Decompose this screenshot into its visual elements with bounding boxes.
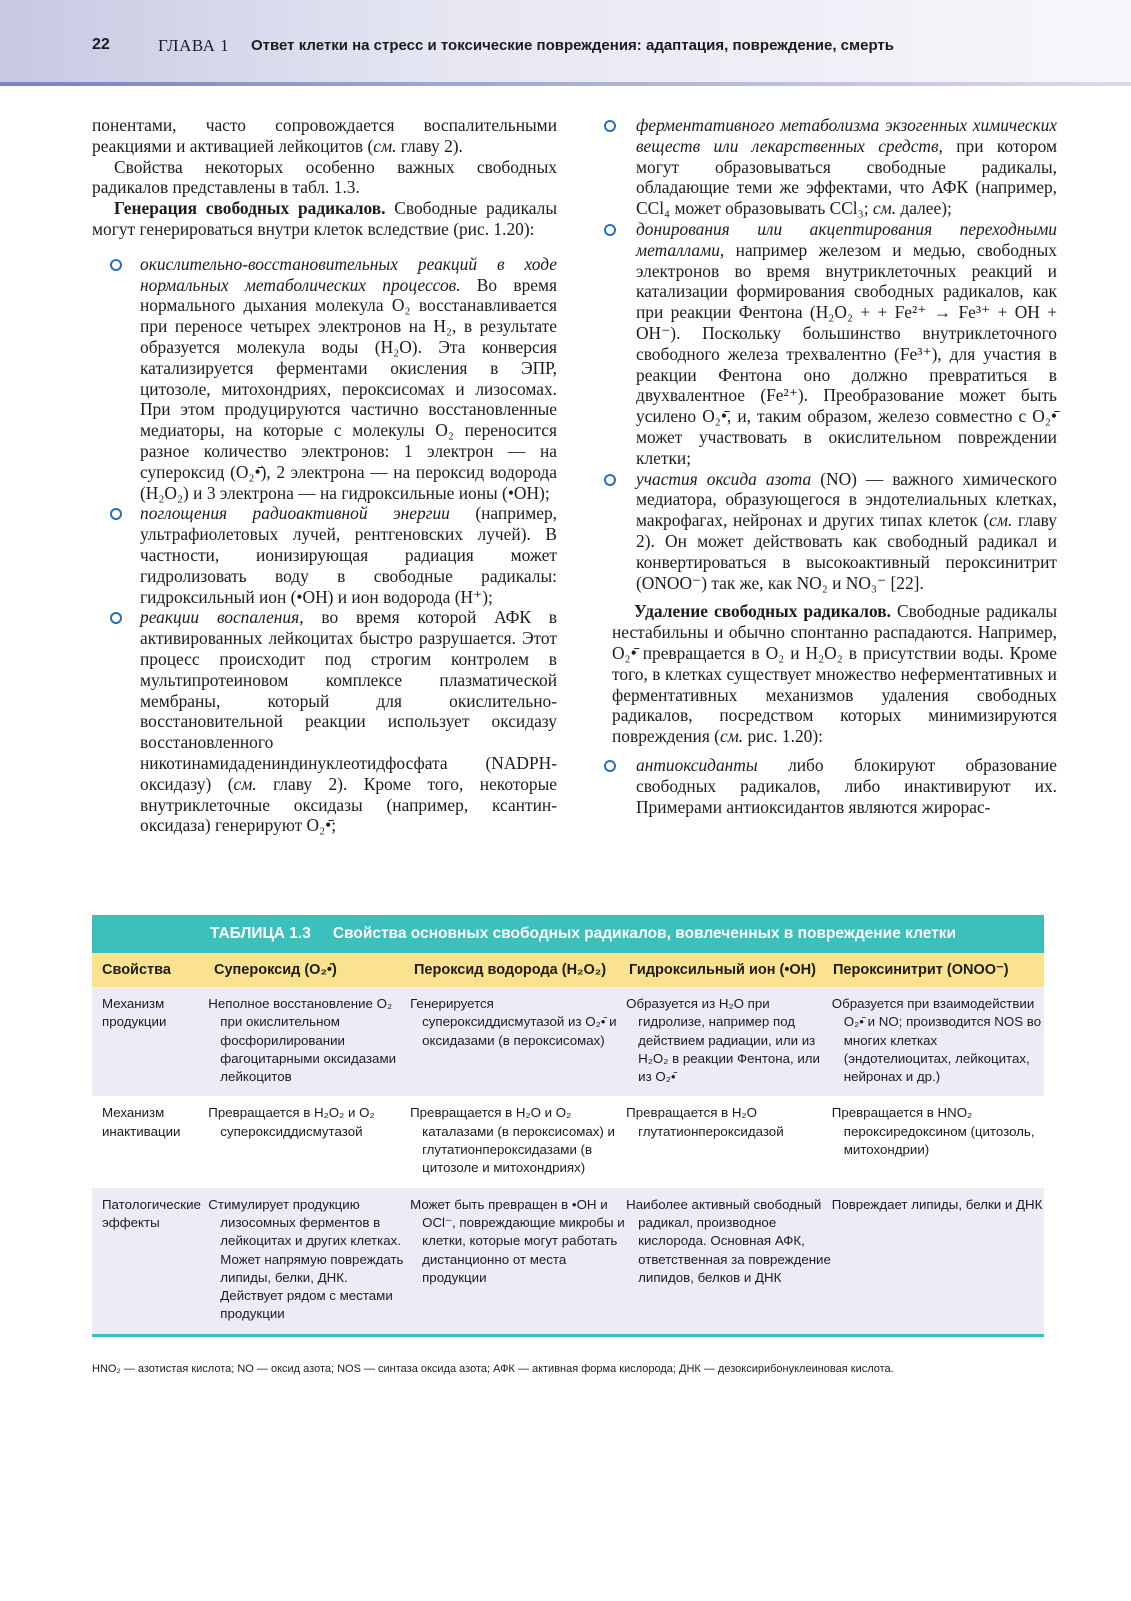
table-cell: Генерируется супероксиддисмутазой из O₂•̄ и оксидазами (в пероксисомах)	[410, 996, 617, 1048]
list-item	[92, 254, 557, 504]
item-term: реакции воспаления,	[140, 607, 304, 628]
bullet-icon	[604, 474, 616, 486]
right-column	[612, 115, 1057, 817]
paragraph	[612, 601, 1057, 747]
item-term: ферментативного метаболизма экзогенных химических веществ или лекарственных средств,	[636, 115, 1057, 156]
text: Свободные радикалы могут генерироваться внутри клеток вследствие (рис. 1.20):	[92, 198, 557, 239]
table-cell: Образуется при взаимодействии O₂•̄ и NO; производится NOS во многих клетках (эндотелиоцитах, лейкоцитах, нейронах и др.)	[831, 996, 1042, 1085]
table-cell: Превращается в H₂O₂ и O₂ супероксиддисмутазой	[208, 1105, 375, 1139]
chapter-title: Ответ клетки на стресс и токсические повреждения: адаптация, повреждение, смерть	[251, 37, 894, 54]
item-text: (например, ультрафиолетовых лучей, рентгеновских лучей). В частности, ионизирующая радиация может гидролизовать воду в свободные радикалы: гидроксильный ион (•OH) и ион водорода (H⁺);	[140, 503, 557, 607]
item-term: окислительно-восстановительных реакций в ходе нормальных метаболических процессов.	[140, 253, 557, 295]
see-ref: см.	[373, 135, 397, 156]
item-term: поглощения радиоактивной энергии	[140, 503, 450, 524]
bullet-icon	[604, 760, 616, 772]
section-heading: Удаление свободных радикалов.	[634, 601, 891, 622]
column-header: Пероксинитрит (ONOO⁻)	[833, 962, 1009, 978]
see-ref: см.	[872, 198, 897, 219]
table-cell: Стимулирует продукцию лизосомных ферментов в лейкоцитах и других клетках. Может напрямую повреждать липиды, белки, ДНК. Действует рядом с местами продукции	[208, 1196, 404, 1322]
item-term: донирования или акцептирования переходными металлами,	[636, 218, 1057, 260]
table-row	[92, 1188, 1044, 1334]
list-item	[92, 607, 557, 836]
table-cell: Образуется из H₂O при гидролизе, например под действием радиации, или из H₂O₂ в реакции Фентона, или из O₂•̄	[626, 996, 820, 1085]
paragraph	[92, 198, 557, 240]
table-cell: Механизм инактивации	[102, 1105, 181, 1139]
text: понентами, часто сопровождается воспалительными реакциями и активацией лейкоцитов (	[92, 115, 557, 156]
paragraph: Свойства некоторых особенно важных свободных радикалов представлены в табл. 1.3.	[92, 156, 557, 198]
item-text: либо блокируют образование свободных радикалов, либо инактивируют их. Примерами антиоксидантов являются жирорас-	[636, 754, 1057, 817]
bullet-icon	[110, 259, 122, 271]
table-header-row	[92, 953, 1044, 987]
bullet-icon	[604, 224, 616, 236]
bullet-icon	[604, 120, 616, 132]
table-cell: Патологические эффекты	[102, 1196, 201, 1230]
table-cell: Неполное восстановление O₂ при окислительном фосфорилировании фагоцитарными оксидазами лейкоцитов	[208, 996, 397, 1085]
item-term: участия оксида азота	[636, 468, 812, 489]
list-item	[92, 503, 557, 607]
item-text: (NO) — важного химического медиатора, образующегося в эндотелиальных клетках, макрофагах, нейронах и других типах клеток (	[636, 468, 1058, 531]
table-cell: Наиболее активный свободный радикал, производное кислорода. Основная АФК, ответственная за повреждение липидов, белков и ДНК	[626, 1196, 831, 1285]
item-text: при котором могут образовываться свободные радикалы, обладающие теми же эффектами, что АФК (например, CCl₄ может образовывать CCl₃;	[636, 135, 1057, 219]
item-text: главу 2). Кроме того, некоторые внутриклеточные оксидазы (например, ксантин-оксидаза) генерируют O₂•̄;	[140, 773, 557, 836]
table-title: Свойства основных свободных радикалов, вовлеченных в повреждение клетки	[332, 925, 956, 942]
paragraph	[92, 115, 557, 157]
item-text: во время которой АФК в активированных лейкоцитах быстро разрушается. Этот процесс происходит под строгим контролем в мультипротеиновом комплексе плазматической мембраны, который для окислительно-восстановительной реакции использует оксидазу восстановленного никотинамидадениндинуклеотидфосфата (NADPH-оксидазу) (	[140, 607, 557, 794]
text: рис. 1.20):	[743, 726, 823, 747]
item-text: далее);	[896, 198, 952, 219]
text: главу 2).	[396, 135, 463, 156]
list-item	[612, 219, 1057, 469]
column-header: Пероксид водорода (H₂O₂)	[414, 962, 607, 978]
column-header: Супероксид (O₂•̄)	[214, 962, 337, 978]
table-footnote: HNO₂ — азотистая кислота; NO — оксид азота; NOS — синтаза оксида азота; АФК — активная форма кислорода; ДНК — дезоксирибонуклеиновая кислота.	[92, 1363, 894, 1375]
left-column	[92, 115, 557, 836]
list-item	[612, 115, 1057, 219]
column-header: Гидроксильный ион (•OH)	[629, 962, 816, 978]
item-text: например железом и медью, свободных электронов во время внутриклеточных реакций и катализации формирования свободных радикалов, как при реакции Фентона (H₂O₂ + + Fe²⁺ → Fe³⁺ + OH + OH⁻). Поскольку большинство внутриклеточного свободного железа трехвалентно (Fe³⁺), для участия в реакции Фентона оно должно превратиться в двухвалентное (Fe²⁺). Преобразование может быть усилено O₂•̄, и, таким образом, железо совместно с O₂•̄ может участвовать в окислительном повреждении клетки;	[636, 239, 1057, 468]
see-ref: см.	[989, 510, 1013, 531]
table-row	[92, 1096, 1044, 1187]
table-row	[92, 987, 1044, 1096]
table-bottom-rule	[92, 1334, 1044, 1337]
bullet-icon	[110, 508, 122, 520]
table-cell: Превращается в HNO₂ пероксиредоксином (цитозоль, митохондрии)	[831, 1105, 1035, 1158]
bullet-icon	[110, 612, 122, 624]
item-text: Во время нормального дыхания молекула O₂ восстанавливается при переносе четырех электронов на H₂, в результате образуется молекула воды (H₂O). Эта конверсия катализируется ферментами окисления в ЭПР, цитозоле, митохондриях, пероксисомах и лизосомах. При этом продуцируются частично восстановленные медиаторы, на которые с молекулы O₂ переносится разное количество электронов: 1 электрон — на супероксид (O₂•̄), 2 электрона — на пероксид водорода (H₂O₂) и 3 электрона — на гидроксильные ионы (•OH);	[140, 274, 557, 503]
table-cell: Превращается в H₂O глутатионпероксидазой	[626, 1105, 784, 1139]
list-item	[612, 755, 1057, 817]
header-divider	[0, 82, 1131, 86]
chapter-label: ГЛАВА 1	[158, 36, 230, 55]
page-number: 22	[92, 36, 110, 53]
see-ref: см.	[719, 726, 744, 747]
item-term: антиоксиданты	[636, 754, 758, 775]
list-item	[612, 469, 1057, 594]
item-text: главу 2). Он может действовать как свободный радикал и конвертироваться в высокоактивный пероксинитрит (ONOO⁻) так же, как NO₂ и NO₃⁻ [22].	[636, 510, 1057, 593]
section-heading: Генерация свободных радикалов.	[114, 198, 386, 219]
table-number: ТАБЛИЦА 1.3	[210, 925, 311, 942]
table-cell: Повреждает липиды, белки и ДНК	[831, 1196, 1043, 1212]
radicals-table	[92, 915, 1044, 1337]
table-cell: Может быть превращен в •OH и OCl⁻, повреждающие микробы и клетки, которые могут работать дистанционно от места продукции	[410, 1196, 625, 1285]
see-ref: см.	[233, 773, 257, 794]
table-cell: Превращается в H₂O и O₂ каталазами (в пероксисомах) и глутатионпероксидазами (в цитозоле и митохондриях)	[410, 1105, 615, 1176]
column-header: Свойства	[102, 962, 171, 978]
table-title-bar	[92, 915, 1044, 953]
table-cell: Механизм продукции	[102, 996, 167, 1030]
text: Свободные радикалы нестабильны и обычно спонтанно распадаются. Например, O₂•̄ превращается в O₂ и H₂O₂ в присутствии воды. Кроме того, в клетках существует множество неферментативных и ферментативных механизмов удаления свободных радикалов, посредством которых минимизируются повреждения (	[612, 601, 1058, 747]
